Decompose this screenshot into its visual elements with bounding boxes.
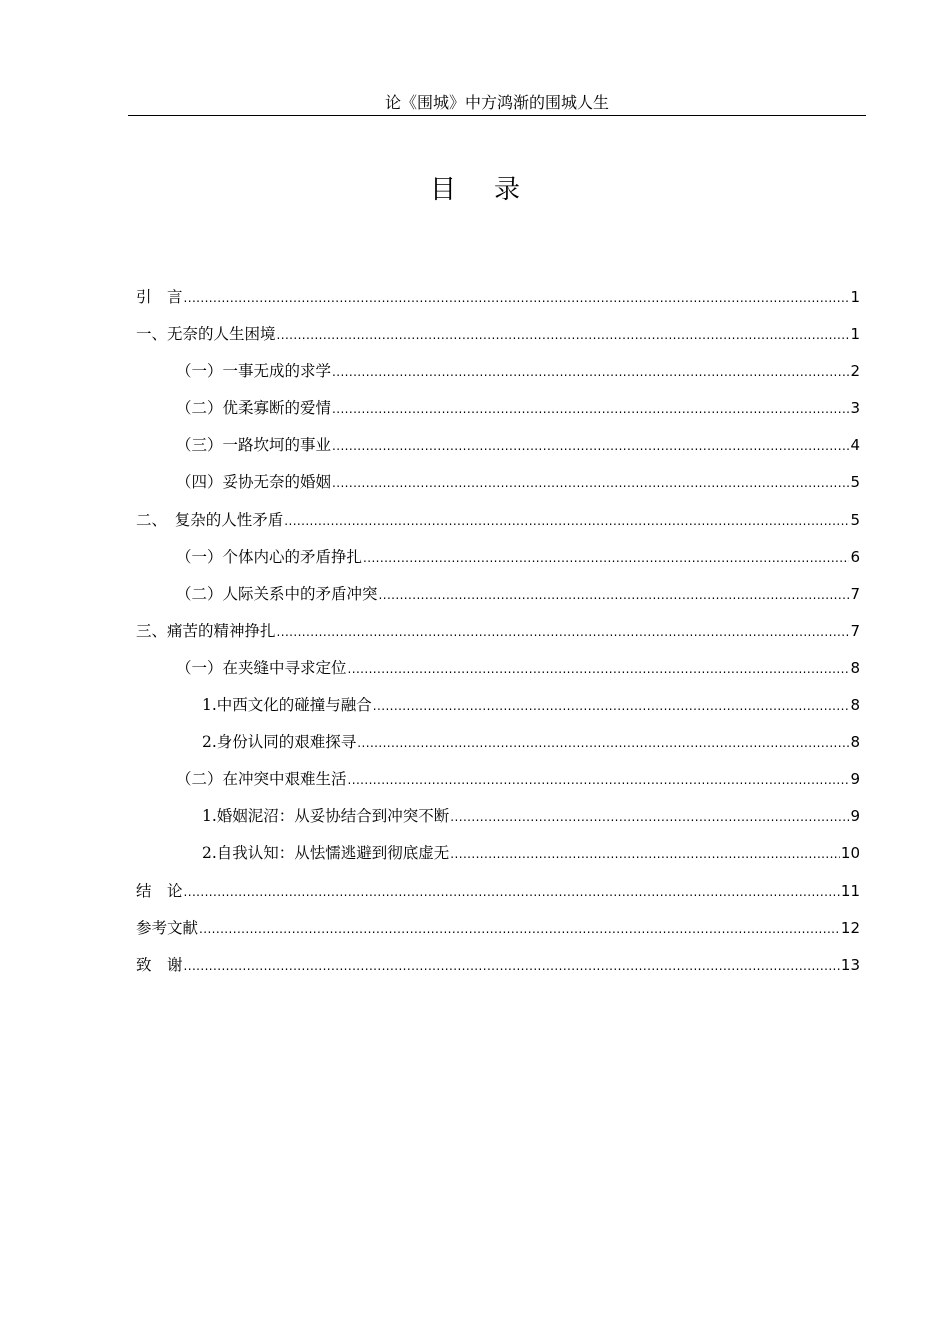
toc-entry-page: 2 [850,362,860,381]
toc-entry-page: 5 [850,510,860,529]
toc-entry[interactable] [136,322,860,359]
toc-entry-page: 8 [850,696,860,715]
dot-leader [373,694,850,718]
toc-entry[interactable] [136,693,860,730]
toc-entry-page: 7 [850,584,860,603]
dot-leader [277,323,850,347]
toc-entry-label: 1.婚姻泥沼：从妥协结合到冲突不断 [202,807,450,826]
dot-leader [450,805,849,829]
toc-entry-label: （二）优柔寡断的爱情 [176,399,332,418]
toc-entry-label: （一）一事无成的求学 [176,362,332,381]
toc-entry[interactable] [136,396,860,433]
dot-leader [184,286,850,310]
toc-entry-page: 9 [850,770,860,789]
toc-entry[interactable] [136,656,860,693]
toc-entry-page: 13 [840,955,860,974]
toc-title [0,172,950,208]
dot-leader [284,509,849,533]
toc-entry-page: 8 [850,733,860,752]
dot-leader [332,471,849,495]
toc-entry[interactable] [136,767,860,804]
toc-entry[interactable] [136,916,860,953]
dot-leader [332,397,849,421]
toc-entry-label: 结 论 [136,881,183,900]
dot-leader [450,842,840,866]
dot-leader [184,880,840,904]
toc-entry[interactable] [136,508,860,545]
toc-entry-page: 4 [850,436,860,455]
dot-leader [357,731,849,755]
toc-entry[interactable] [136,841,860,878]
toc-entry[interactable] [136,545,860,582]
toc-entry-label: 三、痛苦的精神挣扎 [136,621,276,640]
toc-entry-page: 6 [850,547,860,566]
toc-entry-page: 10 [840,844,860,863]
toc-entry[interactable] [136,359,860,396]
dot-leader [379,583,850,607]
toc-entry-label: （三）一路坎坷的事业 [176,436,332,455]
toc-entry-label: 引 言 [136,288,183,306]
toc-entry-page: 3 [850,399,860,418]
toc-entry-label: 2.自我认知：从怯懦逃避到彻底虚无 [202,844,450,863]
dot-leader [332,360,849,384]
dot-leader [199,917,840,941]
toc-entry-label: （一）在夹缝中寻求定位 [176,658,347,677]
toc-entry-page: 1 [850,325,860,344]
toc-entry-page: 5 [850,473,860,492]
table-of-contents [136,285,860,990]
toc-title-part2: 录 [494,175,521,205]
toc-entry-label: （四）妥协无奈的婚姻 [176,473,332,492]
dot-leader [348,768,850,792]
toc-entry-label: 1.中西文化的碰撞与融合 [202,696,372,715]
running-header [128,90,866,116]
running-title: 论《围城》中方鸿渐的围城人生 [384,93,609,112]
toc-entry[interactable] [136,953,860,990]
toc-entry-label: 2.身份认同的艰难探寻 [202,733,357,752]
dot-leader [184,954,840,978]
toc-entry[interactable] [136,730,860,767]
toc-entry[interactable] [136,582,860,619]
toc-entry-page: 1 [850,288,860,306]
toc-entry[interactable] [136,804,860,841]
toc-entry[interactable] [136,619,860,656]
dot-leader [348,657,850,681]
toc-entry-page: 8 [850,658,860,677]
toc-entry-label: 一、无奈的人生困境 [136,325,276,344]
dot-leader [277,620,850,644]
toc-entry[interactable] [136,433,860,470]
toc-entry-page: 9 [850,807,860,826]
toc-entry-label: 参考文献 [136,918,199,937]
toc-title-part1: 目 [429,175,456,205]
dot-leader [363,546,849,570]
toc-entry-page: 7 [850,621,860,640]
toc-entry-label: （二）人际关系中的矛盾冲突 [176,584,378,603]
toc-entry-page: 12 [840,918,860,937]
toc-entry-label: 二、 复杂的人性矛盾 [136,510,284,529]
toc-entry-label: 致 谢 [136,955,183,974]
toc-entry[interactable] [136,285,860,322]
toc-entry[interactable] [136,879,860,916]
toc-entry-page: 11 [840,881,860,900]
toc-entry-label: （二）在冲突中艰难生活 [176,770,347,789]
toc-entry[interactable] [136,470,860,507]
toc-entry-label: （一）个体内心的矛盾挣扎 [176,547,363,566]
dot-leader [332,434,849,458]
